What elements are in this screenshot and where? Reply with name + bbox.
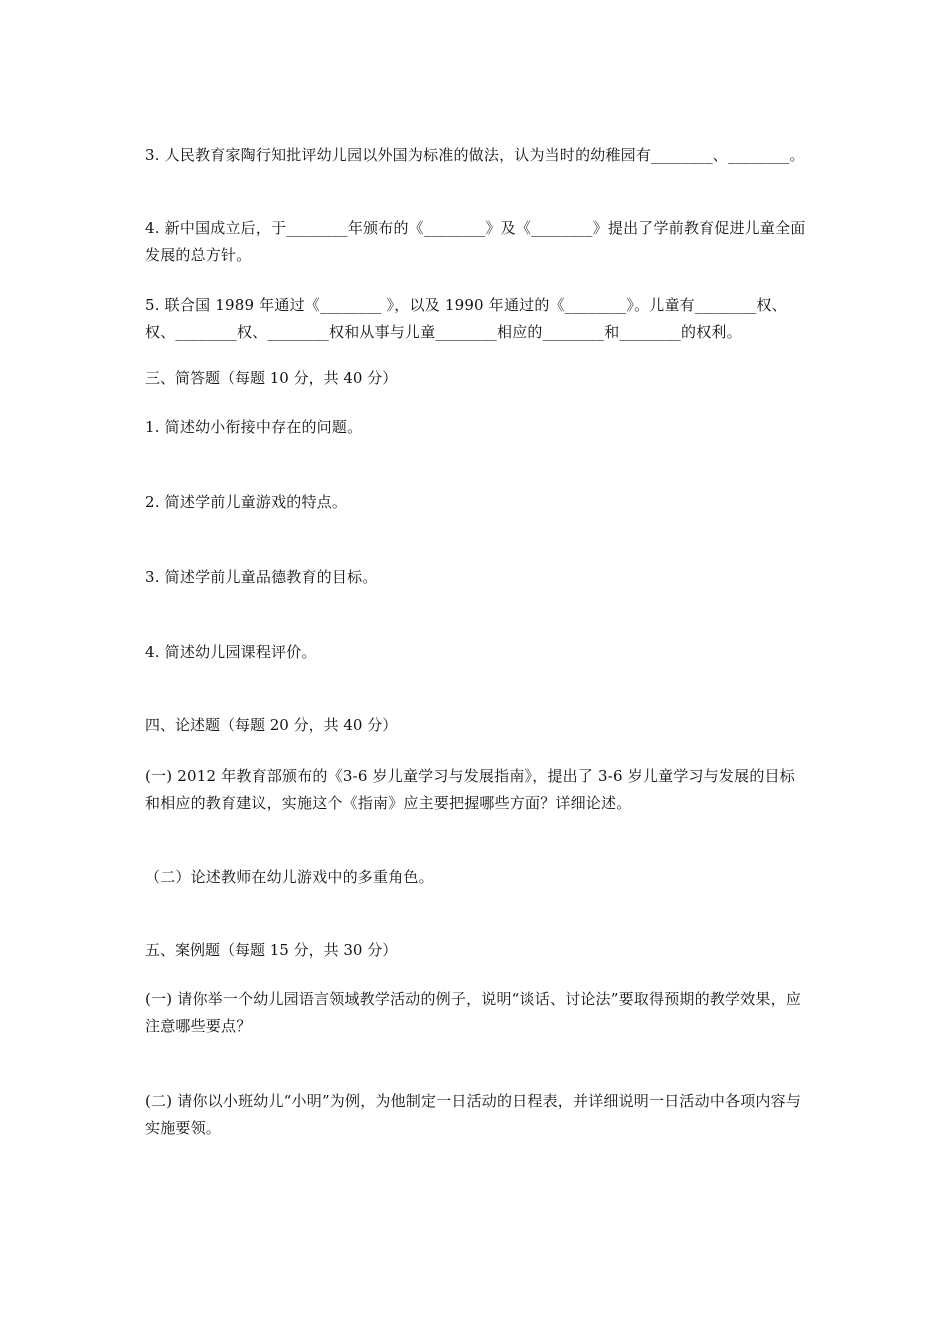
fill-blank-question-5: 5. 联合国 1989 年通过《________ 》，以及 1990 年通过的《________》。儿童有________权、权、________权、________权和从事与儿童________相应的________和________的权利。 — [145, 296, 787, 341]
case-question-2: (二) 请你以小班幼儿“小明”为例，为他制定一日活动的日程表，并详细说明一日活动中各项内容与实施要领。 — [145, 1092, 802, 1137]
essay-question-1: (一) 2012 年教育部颁布的《3-6 岁儿童学习与发展指南》，提出了 3-6 岁儿童学习与发展的目标和相应的教育建议，实施这个《指南》应主要把握哪些方面？详细论述。 — [145, 767, 795, 812]
case-heading: 五、案例题（每题 15 分，共 30 分） — [145, 941, 398, 959]
fill-blank-question-3: 3. 人民教育家陶行知批评幼儿园以外国为标准的做法，认为当时的幼稚园有________、________。 — [145, 146, 805, 164]
essay-heading: 四、论述题（每题 20 分，共 40 分） — [145, 716, 398, 734]
short-answer-question-2: 2. 简述学前儿童游戏的特点。 — [145, 493, 348, 511]
fill-blank-question-4: 4. 新中国成立后，于________年颁布的《________》及《________》提出了学前教育促进儿童全面发展的总方针。 — [145, 219, 806, 264]
short-answer-question-3: 3. 简述学前儿童品德教育的目标。 — [145, 568, 378, 586]
short-answer-question-1: 1. 简述幼小衔接中存在的问题。 — [145, 418, 363, 436]
short-answer-heading: 三、简答题（每题 10 分，共 40 分） — [145, 369, 398, 387]
short-answer-question-4: 4. 简述幼儿园课程评价。 — [145, 643, 317, 661]
case-question-1: (一) 请你举一个幼儿园语言领域教学活动的例子，说明“谈话、讨论法”要取得预期的教学效果，应注意哪些要点？ — [145, 990, 802, 1035]
essay-question-2: （二）论述教师在幼儿游戏中的多重角色。 — [145, 868, 434, 886]
